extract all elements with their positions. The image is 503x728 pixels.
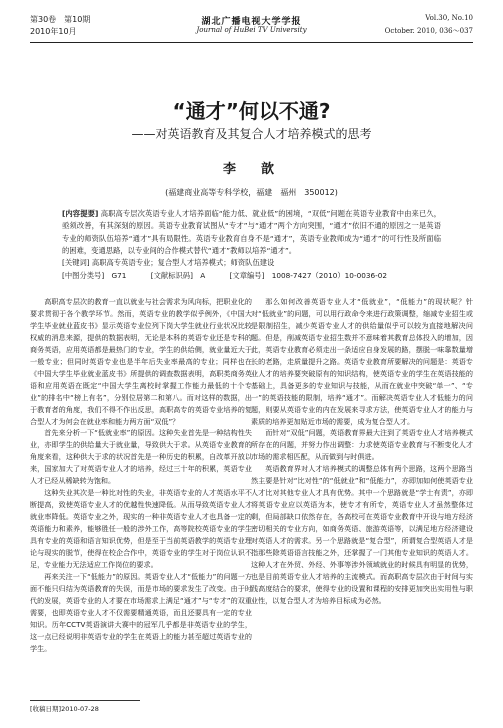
keywords [62,258,441,268]
body-column-right [251,296,473,607]
article-author: 李 歆 [222,162,280,177]
paragraph: 这种失业其次是一种比对性的失业，非英语专业的人才英语水平不断提高，致使英语专业人才的优越性快速降低。从而导致英语专业人才就业率降低。英语专业之外，现实的一种非英语专业人才也具备一定的英语能力和素养，能够胜任一般的涉外工作，高等院校英语专业的学生具有专业的英语和语言知识优势，但是至于当前英语教学的英语专业理论与现实的脱节，使得在校企合作中，英语专业的学生对于岗位认识不足，专业能力无法适应工作岗位的要求。 [30,488,252,569]
author-affiliation: (福建商业高等专科学校，福建 福州 350012) [165,188,338,197]
header-volume-en: Vol.30, No.10 [425,14,473,22]
keywords-label: [关键词] [62,258,90,267]
article-title: “通才”何以不通? [172,99,331,123]
body-column-left [30,296,252,655]
header-journal-cn: 湖北广播电视大学学报 [201,17,302,27]
paragraph: 再来关注一下“低能力”的原因。英语专业人才“低能力”的问题一方面不能只归结为英语教育的失误，而是市场的要求发生了改变。由于时代的发展，英语专业的人才要在市场需求上满足“通才”与“专才”的双重需要，也即英语专业人才不仅需要精通英语，而且还要具有一定的专业知识。历年CCTV英语演讲大赛中的冠军几乎都是非英语专业的学生，这一点已经说明非英语专业的学生在英语上的能力甚至超过英语专业的学生。 [30,571,252,653]
header-volume-cn: 第30卷 第10期 [30,15,91,24]
classification-codes [62,271,441,281]
paragraph: 那么如何改善英语专业人才“低就业”，“低能力”的现状呢？针对“低就业”的问题，可以用行政命令来进行政策调整，缩减专业招生或是限制招生，减少英语专业人才的供给量似乎可以较为直接地解决问题。但是，削减英语专业招生数并不意味着其教育总体投入的增加，因此，英语专业教育必须走出一条适应自身发展的路，摆脱一味靠数量增长的老路，走质量提升之路。英语专业教育所要解决的问题是：英语专业人才的培养要突破原有的知识结构，使英语专业的学生在英语技能的基础上，具备更多的专业知识与技能，从而在就业中突破“单一”、“专一”的英语技能的限制，培养“通才”。而解决英语专业人才低能力的问题，则要从英语专业的内在发展来寻求方法，使英语专业人才的能力与素质的培养更加贴近市场的需要，成为复合型人才。 [251,297,473,426]
header-date-en: October. 2010, 036～037 [384,27,473,35]
keywords-text: 高职高专英语专业；复合型人才培养模式；师资队伍建设 [91,258,275,267]
paragraph: 而针对“双低”问题，英语教育界最大注到了英语专业人才培养模式所存在的问题，并努力作出调整：力求使英语专业教育与不断变化人才市场的需求相匹配，从而做到与时俱进。 [251,428,473,462]
abstract [62,208,441,257]
abstract-text: 高职高专层次英语专业人才培养面临“能力低、就业低”的困境，“双低”问题在英语专业教育中由来已久，亟须改善，有其深刻的原因。英语专业教育试图从“专才”与“通才”两个方向突围，“通才”依旧不通的原因之一是英语专业的师资队伍培养“通才”具有局限性。英语专业教育自身不是“通才”，英语专业教师成为“通才”的可行性及所面临的困难，变通思路，以专业间的合作模式替代“通才”教师以培养“通才”。 [62,209,442,255]
abstract-label: [内容提要] [62,209,99,218]
document-code: [文献标识码] A [150,271,206,280]
journal-header [30,14,473,43]
paragraph: 英语教育界对人才培养模式的调整总体有两个思路，这两个思路当然主要是针对“比对性”的“低就业”和“低能力”，亦即加如何使英语专业人才比对其他专业人才具有优势。其中一个思路就是“学士有责”，亦即将英语专业应以英语为本，使专才有所专，英语专业人才虽然整体过剩，但局部缺口依然存在，各高校可在英语专业教育中开设与地方经济密切相关的专业方向，如商务英语、旅游英语等，以满足地方经济建设对英语人才的需求。另一个思路就是“复合型”，所谓复合型英语人才是指那些除英语语言技能之外，还掌握了一门其他专业知识的英语人才。这种人才在外贸、外经、外事等涉外领域就业的时候具有明显的优势，也是目前英语专业人才培养的主流模式。而高职高专层次由于时间与实践高度结合的要求，使得专业的设置和课程的安排更加突出实用性与职业性，以复合型人才为培养目标成为必然。 [251,464,473,605]
article-subtitle: ——对英语教育及其复合人才培养模式的思考 [131,127,372,141]
header-date-cn: 2010年10月 [30,27,77,36]
paragraph: 首先来分析一下“低就业率”的原因。这种失业首先是一种结构性失业，亦即学生的供给量大于就业量，导致供大于求。从英语专业教育的角度来看，这种供大于求的状况首先是一种历史的积累，自改革开放以来，国家加大了对英语专业人才的培养，经过三十年的积累，英语专业人才已经从稀缺转为饱和。 [30,428,252,486]
paragraph: 高职高专层次的教育一直以就业与社会需求为风向标，把职业化的要求贯彻于各个教学环节。然而，英语专业的教学似乎例外，《中国大学生毕业就业蓝皮书》显示英语专业位列下岗大学生就业行业状况比较权威的消息来源，提供的数据表明，无论是本科的英语专业还是专科的商务英语，应用英语都是最热门的专业，学生的供给侧，就业量近大于一般专业；但同时英语专业也是半年后失业率最高的专业；同样也在《中国大学生毕业就业蓝皮书》所提供的调查数据表明，高职类商务英语和应用英语在既定“中国大学生离校时掌握工作能力最低的十个专业”的排名中“榜上有名”，分别位居第二和第八。而对这样的数据，出于教育者的角度，我们不得不作出反思，高职高专的英语专业培养的复合型人才为何会在就业率和能力两方面“双低”？ [30,297,252,426]
clc-number: [中图分类号] G71 [62,271,127,280]
header-journal-en: Journal of HuBei TV University [196,26,307,34]
received-date-footnote: [收稿日期]2010-07-28 [30,700,140,713]
article-number: [文章编号] 1008-7427（2010）10-0036-02 [229,271,388,280]
